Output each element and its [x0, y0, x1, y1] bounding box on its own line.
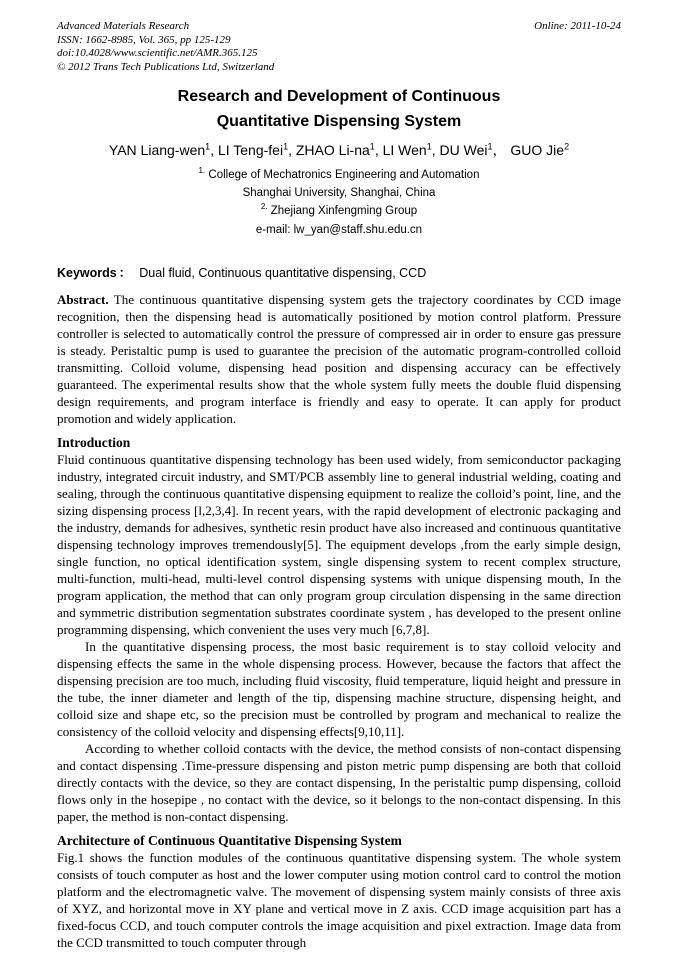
author: LI Wen$^1$, — [382, 141, 440, 158]
paper-title-line2: Quantitative Dispensing System — [216, 113, 462, 130]
journal-title: Advanced Materials Research — [57, 20, 190, 32]
paper-title-line1: Research and Development of Continuous — [177, 88, 501, 105]
author-superscript: 1 — [426, 141, 432, 151]
affiliation-line: $^{1.}$ College of Mechatronics Engineering and Automation — [198, 165, 480, 181]
author-superscript: 1 — [205, 141, 211, 151]
author: DU Wei$^1$， — [439, 141, 511, 158]
paragraph: In the quantitative dispensing process, the most basic requirement is to stay colloid velocity and dispensing effects the same in the whole dispensing process. However, because the factors that affect the dispensing precision are too much, including fluid viscosity, fluid temperature, liquid height and pressure in the tube, the inner diameter and length of the tip, dispensing machine structure, dispensing height, and colloid size and shape etc, so the precision must be controlled by program and mechanical to realize the consistency of the colloid velocity and dispensing effects[9,10,11]. — [57, 638, 621, 739]
author-superscript: 1 — [369, 141, 375, 151]
keywords-line — [57, 265, 621, 282]
author: ZHAO $Li-na^1$, — [295, 141, 383, 158]
doi-line: doi:10.4028/www.scientific.net/AMR.365.125 — [57, 47, 258, 59]
affiliations — [57, 164, 621, 237]
author-superscript: 1 — [283, 141, 289, 151]
authors-line — [57, 136, 621, 160]
abstract — [57, 291, 621, 427]
page-header — [57, 20, 621, 74]
issn-line: ISSN: 1662-8985, Vol. 365, pp 125-129 — [57, 33, 231, 46]
author: GUO Jie$^2$ — [510, 141, 570, 158]
section-heading-architecture: Architecture of Continuous Quantitative Dispensing System — [57, 832, 402, 848]
author: YAN Liang-wen$^1$, — [108, 141, 218, 158]
online-date: Online: 2011-10-24 — [534, 20, 621, 32]
email-line: e-mail: lw_yan@staff.shu.edu.cn — [255, 223, 423, 236]
paragraph: According to whether colloid contacts with the device, the method consists of non-contact dispensing and contact dispensing .Time-pressure dispensing and piston metric pump dispensing are both that colloid directly contacts with the device, so they are contact dispensing, In the peristaltic pump dispensing, colloid flows only in the hosepipe , no contact with the device, so it belongs to the non-contact dispensing. In this paper, the method is non-contact dispensing. — [57, 740, 621, 824]
copyright-line: © 2012 Trans Tech Publications Ltd, Switzerland — [57, 60, 275, 73]
author-superscript: 1 — [487, 141, 493, 151]
keywords-colon: ： — [118, 265, 132, 280]
paragraph: Fluid continuous quantitative dispensing technology has been used widely, from semiconductor packaging industry, integrated circuit industry, and SMT/PCB assembly line to general industrial welding, coating and sealing, through the continuous quantitative dispensing equipment to realize the colloid’s point, line, and the sizing dispensing process [l,2,3,4]. In recent years, with the rapid development of electronic packaging and the industry, demands for adhesives, synthetic resin product have also increased and continuous quantitative dispensing technology improves tremendously[5]. The equipment develops ,from the early simple design, single function, no optical identification system, single dispensing system to recent complex structure, multi-function, multi-head, multi-level control dispensing systems with unique dispensing mouth, In the program application, the method that can only program group circulation dispensing in the same direction and symmetric distribution segmentation substrates coordinate system , has developed to the present online programming dispensing, which convenient the uses very much [6,7,8]. — [57, 451, 621, 637]
paragraph: Fig.1 shows the function modules of the continuous quantitative dispensing system. The whole system consists of touch computer as host and the lower computer using motion control card to control the motion platform and the electromagnetic valve. The movement of dispensing system mainly consists of three axis of XYZ, and horizontal move in XY plane and vertical move in Z axis. CCD image acquisition part has a fixed-focus CCD, and touch computer controls the image acquisition and pixel extraction. Image data from the CCD transmitted to touch computer through — [57, 849, 621, 950]
abstract-text: The continuous quantitative dispensing system gets the trajectory coordinates by CCD image recognition, then the dispensing head is automatically positioned by motion control platform. Pressure controller is selected to automatically control the pressure of compressed air in order to ensure gas pressure is steady. Peristaltic pump is used to guarantee the precision of the automatic program-controlled colloid transmitting. Colloid volume, dispensing head position and dispensing accuracy can be effectively guaranteed. The experimental results show that the whole system fully meets the double fluid dispensing design requirements, and program interface is friendly and easy to operate. It can apply for product promotion and widely application. — [57, 291, 622, 426]
paper-title — [57, 84, 621, 134]
affiliation-line: $^{2.}$ Zhejiang Xinfengming Group — [260, 202, 418, 218]
publication-meta — [57, 20, 274, 74]
abstract-label: Abstract. — [57, 291, 109, 307]
author-superscript: 2 — [564, 141, 570, 151]
keywords-label: Keywords — [57, 265, 117, 280]
affiliation-line: Shanghai University, Shanghai, China — [242, 186, 436, 199]
section-heading-introduction: Introduction — [57, 434, 131, 450]
keywords-text: Dual fluid, Continuous quantitative dispensing, CCD — [139, 265, 427, 280]
author: LI Teng-fei$^1$, — [217, 141, 296, 158]
